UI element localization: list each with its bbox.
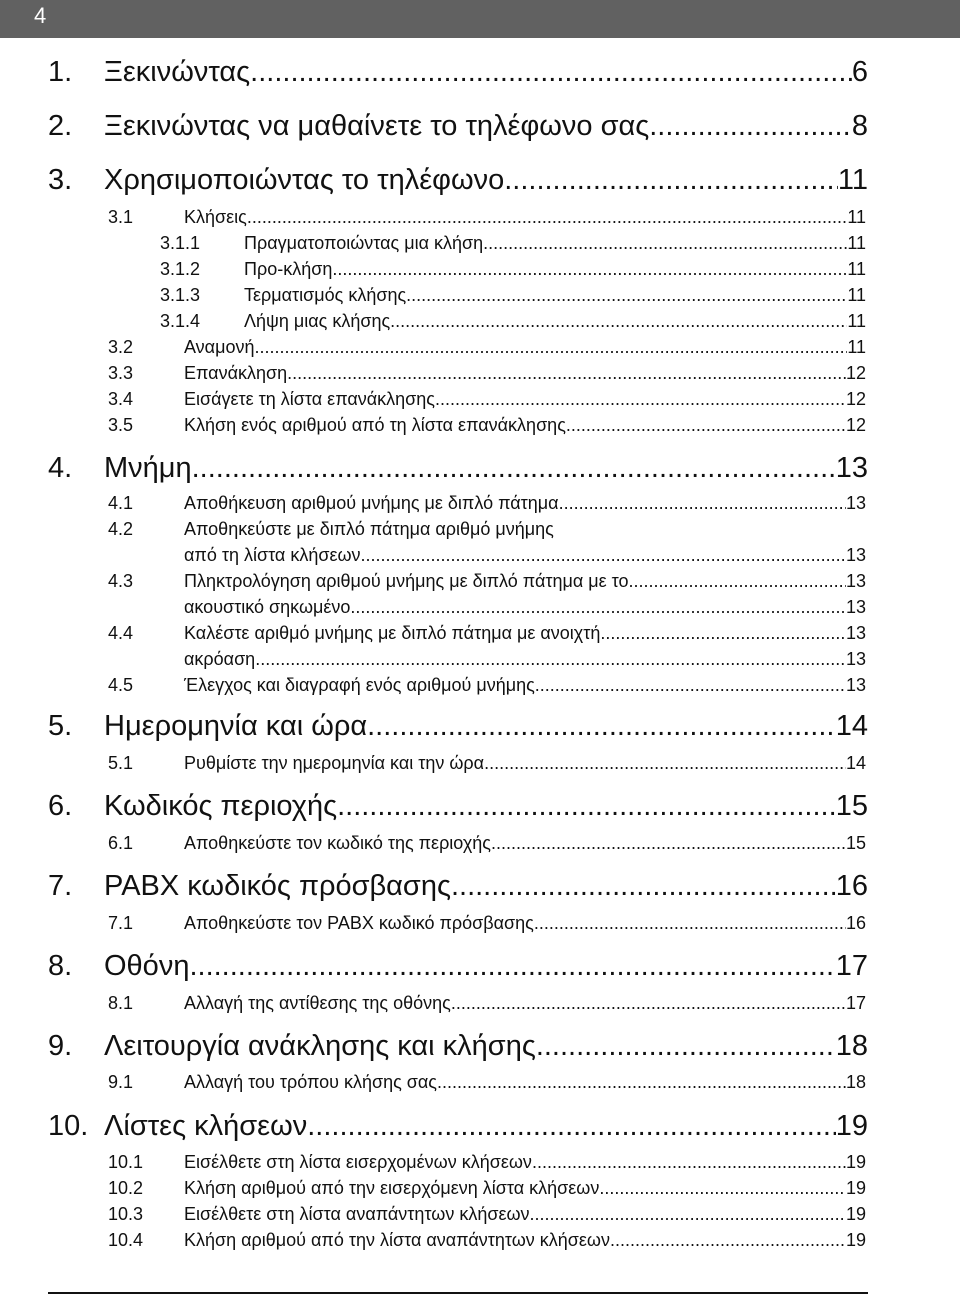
toc-page-number: 19 [845, 1178, 866, 1198]
toc-entry [108, 493, 866, 519]
toc-entry [108, 1152, 866, 1178]
toc-entry [108, 913, 866, 939]
toc-leader [435, 389, 846, 410]
toc-entry [108, 1204, 866, 1230]
toc-leader [254, 337, 847, 358]
toc-leader [566, 415, 846, 436]
toc-number: 10. [48, 1110, 89, 1142]
toc-title: Οθόνη [104, 950, 190, 982]
toc-chapter [48, 950, 868, 990]
toc-leader [250, 56, 852, 89]
toc-page-number: 11 [847, 285, 866, 305]
toc-leader [350, 597, 846, 618]
toc-title: Προ-κλήση [244, 259, 333, 279]
toc-entry [108, 337, 866, 363]
toc-number: 9. [48, 1030, 73, 1062]
toc-title: Πραγματοποιώντας μια κλήση [244, 233, 484, 253]
toc-title: ακουστικό σηκωμένο [184, 597, 351, 617]
toc-leader [532, 1152, 846, 1173]
toc-title: Επανάκληση [184, 363, 288, 383]
toc-page-number: 13 [835, 452, 868, 484]
toc-leader [530, 1204, 846, 1225]
toc-leader [247, 207, 847, 228]
toc-leader [451, 870, 836, 903]
toc-title: Εισέλθετε στη λίστα εισερχομένων κλήσεων [184, 1152, 532, 1172]
toc-title: Αποθήκευση αριθμού μνήμης με διπλό πάτημα [184, 493, 559, 513]
toc-title: Έλεγχος και διαγραφή ενός αριθμού μνήμης [184, 675, 535, 695]
toc-title: Κλήση ενός αριθμού από τη λίστα επανάκλησης [184, 415, 566, 435]
toc-entry [108, 623, 866, 649]
toc-leader [535, 675, 846, 696]
toc-entry [108, 1072, 866, 1098]
toc-leader [367, 710, 836, 743]
toc-entry [108, 753, 866, 779]
toc-chapter [48, 1030, 868, 1070]
toc-leader [437, 1072, 846, 1093]
toc-chapter [48, 870, 868, 910]
toc-leader [390, 311, 847, 332]
toc-leader [559, 493, 846, 514]
toc-page-number: 19 [845, 1230, 866, 1250]
toc-leader [307, 1110, 836, 1143]
toc-title: Τερματισμός κλήσης [244, 285, 407, 305]
toc-page-number: 14 [845, 753, 866, 773]
toc-title: από τη λίστα κλήσεων [184, 545, 361, 565]
toc-page-number: 13 [845, 493, 866, 513]
toc-page-number: 13 [845, 597, 866, 617]
toc-leader [600, 623, 846, 644]
toc-page-number: 16 [835, 870, 868, 902]
toc-page-number: 6 [851, 56, 868, 88]
toc-page-number: 13 [845, 623, 866, 643]
toc-entry [108, 363, 866, 389]
toc-page-number: 16 [845, 913, 866, 933]
toc-leader [484, 753, 846, 774]
toc-title: Λήψη μιας κλήσης [244, 311, 391, 331]
toc-number: 10.3 [108, 1204, 144, 1224]
toc-entry [108, 1230, 866, 1256]
toc-leader [255, 649, 846, 670]
toc-page-number: 14 [835, 710, 868, 742]
toc-number: 3.1 [108, 207, 134, 227]
toc-page-number: 19 [835, 1110, 868, 1142]
toc-page-number: 18 [835, 1030, 868, 1062]
toc-page-number: 17 [845, 993, 866, 1013]
toc-number: 5. [48, 710, 73, 742]
toc-leader [361, 545, 846, 566]
toc-page-number: 13 [845, 675, 866, 695]
toc-number: 6. [48, 790, 73, 822]
toc-title: Ημερομηνία και ώρα [104, 710, 368, 742]
toc-title: Πληκτρολόγηση αριθμού μνήμης με διπλό πάτημα με το [184, 571, 629, 591]
toc-leader [192, 452, 836, 485]
toc-number: 2. [48, 110, 73, 142]
toc-title: Εισέλθετε στη λίστα αναπάντητων κλήσεων [184, 1204, 530, 1224]
toc-page-number: 8 [851, 110, 868, 142]
toc-page-number: 12 [845, 415, 866, 435]
toc-leader [406, 285, 847, 306]
toc-number: 4.4 [108, 623, 134, 643]
toc-title: Αλλαγή του τρόπου κλήσης σας [184, 1072, 437, 1092]
toc-chapter [48, 452, 868, 492]
toc-leader [337, 790, 836, 823]
toc-page-number: 11 [847, 207, 866, 227]
toc-leader [189, 950, 835, 983]
toc-title: Αποθηκεύστε τον κωδικό της περιοχής [184, 833, 491, 853]
toc-number: 4. [48, 452, 73, 484]
toc-page-number: 11 [847, 233, 866, 253]
toc-number: 10.1 [108, 1152, 144, 1172]
toc-number: 3.2 [108, 337, 134, 357]
toc-title: Ξεκινώντας [104, 56, 251, 88]
toc-title: Κλήσεις [184, 207, 247, 227]
toc-number: 4.2 [108, 519, 134, 539]
toc-entry [160, 233, 866, 259]
page-number: 4 [34, 3, 47, 28]
toc-entry [108, 597, 866, 623]
toc-number: 3.1.4 [160, 311, 201, 331]
toc-number: 3.3 [108, 363, 134, 383]
bottom-rule [48, 1292, 868, 1294]
toc-leader [483, 233, 847, 254]
toc-page-number: 19 [845, 1152, 866, 1172]
toc-leader [287, 363, 846, 384]
toc-title: Αναμονή [184, 337, 255, 357]
toc-title: Αποθηκεύστε τον PABX κωδικό πρόσβασης [184, 913, 534, 933]
toc-page-number: 15 [845, 833, 866, 853]
toc-leader [332, 259, 847, 280]
toc-chapter [48, 1110, 868, 1150]
toc-chapter [48, 56, 868, 96]
toc-page-number: 12 [845, 389, 866, 409]
toc-entry [108, 207, 866, 233]
toc-chapter [48, 710, 868, 750]
toc-entry [108, 389, 866, 415]
toc-leader [451, 993, 846, 1014]
toc-number: 3. [48, 164, 73, 196]
toc-title: Αλλαγή της αντίθεσης της οθόνης [184, 993, 451, 1013]
toc-leader [491, 833, 846, 854]
toc-entry [108, 519, 866, 545]
toc-number: 3.1.3 [160, 285, 201, 305]
toc-title: Χρησιμοποιώντας το τηλέφωνο [104, 164, 505, 196]
page-header-bar [0, 0, 960, 38]
toc-number: 4.1 [108, 493, 134, 513]
toc-number: 3.1.2 [160, 259, 201, 279]
toc-entry [108, 993, 866, 1019]
toc-page-number: 13 [845, 571, 866, 591]
toc-number: 4.3 [108, 571, 134, 591]
toc-entry [108, 649, 866, 675]
toc-page-number: 13 [845, 545, 866, 565]
toc-number: 8. [48, 950, 73, 982]
toc-entry [108, 571, 866, 597]
toc-entry [160, 285, 866, 311]
toc-page-number: 11 [837, 164, 868, 196]
toc-number: 10.2 [108, 1178, 144, 1198]
toc-number: 7.1 [108, 913, 134, 933]
toc-leader [610, 1230, 846, 1251]
toc-page-number: 13 [845, 649, 866, 669]
toc-title: PABX κωδικός πρόσβασης [104, 870, 451, 902]
toc-page-number: 11 [847, 337, 866, 357]
toc-page-number: 18 [845, 1072, 866, 1092]
toc-entry [108, 415, 866, 441]
toc-number: 3.4 [108, 389, 134, 409]
toc-title: Καλέστε αριθμό μνήμης με διπλό πάτημα με ανοιχτή [184, 623, 601, 643]
toc-chapter [48, 164, 868, 204]
toc-entry [160, 311, 866, 337]
toc-title: Αποθηκεύστε με διπλό πάτημα αριθμό μνήμης [184, 519, 554, 539]
toc-leader [536, 1030, 836, 1063]
toc-entry [108, 1178, 866, 1204]
toc-leader [599, 1178, 846, 1199]
toc-number: 9.1 [108, 1072, 134, 1092]
toc-title: Κλήση αριθμού από την εισερχόμενη λίστα κλήσεων [184, 1178, 600, 1198]
toc-page-number: 12 [845, 363, 866, 383]
toc-page-number: 17 [835, 950, 868, 982]
toc-leader [629, 571, 846, 592]
toc-entry [108, 545, 866, 571]
toc-chapter [48, 790, 868, 830]
toc-number: 6.1 [108, 833, 134, 853]
toc-title: Ξεκινώντας να μαθαίνετε το τηλέφωνο σας [104, 110, 650, 142]
toc-number: 10.4 [108, 1230, 144, 1250]
toc-title: Λίστες κλήσεων [104, 1110, 308, 1142]
toc-leader [649, 110, 852, 143]
toc-title: Μνήμη [104, 452, 192, 484]
toc-title: ακρόαση [184, 649, 256, 669]
toc-title: Κλήση αριθμού από την λίστα αναπάντητων κλήσεων [184, 1230, 610, 1250]
toc-page-number: 11 [847, 259, 866, 279]
toc-number: 7. [48, 870, 73, 902]
toc-number: 5.1 [108, 753, 134, 773]
toc-page-number: 19 [845, 1204, 866, 1224]
toc-number: 1. [48, 56, 73, 88]
toc-number: 3.1.1 [160, 233, 201, 253]
toc-number: 4.5 [108, 675, 134, 695]
toc-entry [160, 259, 866, 285]
toc-leader [504, 164, 838, 197]
toc-page-number: 11 [847, 311, 866, 331]
toc-leader [534, 913, 846, 934]
toc-title: Ρυθμίστε την ημερομηνία και την ώρα [184, 753, 485, 773]
toc-title: Εισάγετε τη λίστα επανάκλησης [184, 389, 435, 409]
toc-number: 8.1 [108, 993, 134, 1013]
toc-chapter [48, 110, 868, 150]
toc-entry [108, 675, 866, 701]
toc-title: Λειτουργία ανάκλησης και κλήσης [104, 1030, 536, 1062]
toc-page-number: 15 [835, 790, 868, 822]
toc-entry [108, 833, 866, 859]
toc-title: Κωδικός περιοχής [104, 790, 338, 822]
toc-number: 3.5 [108, 415, 134, 435]
